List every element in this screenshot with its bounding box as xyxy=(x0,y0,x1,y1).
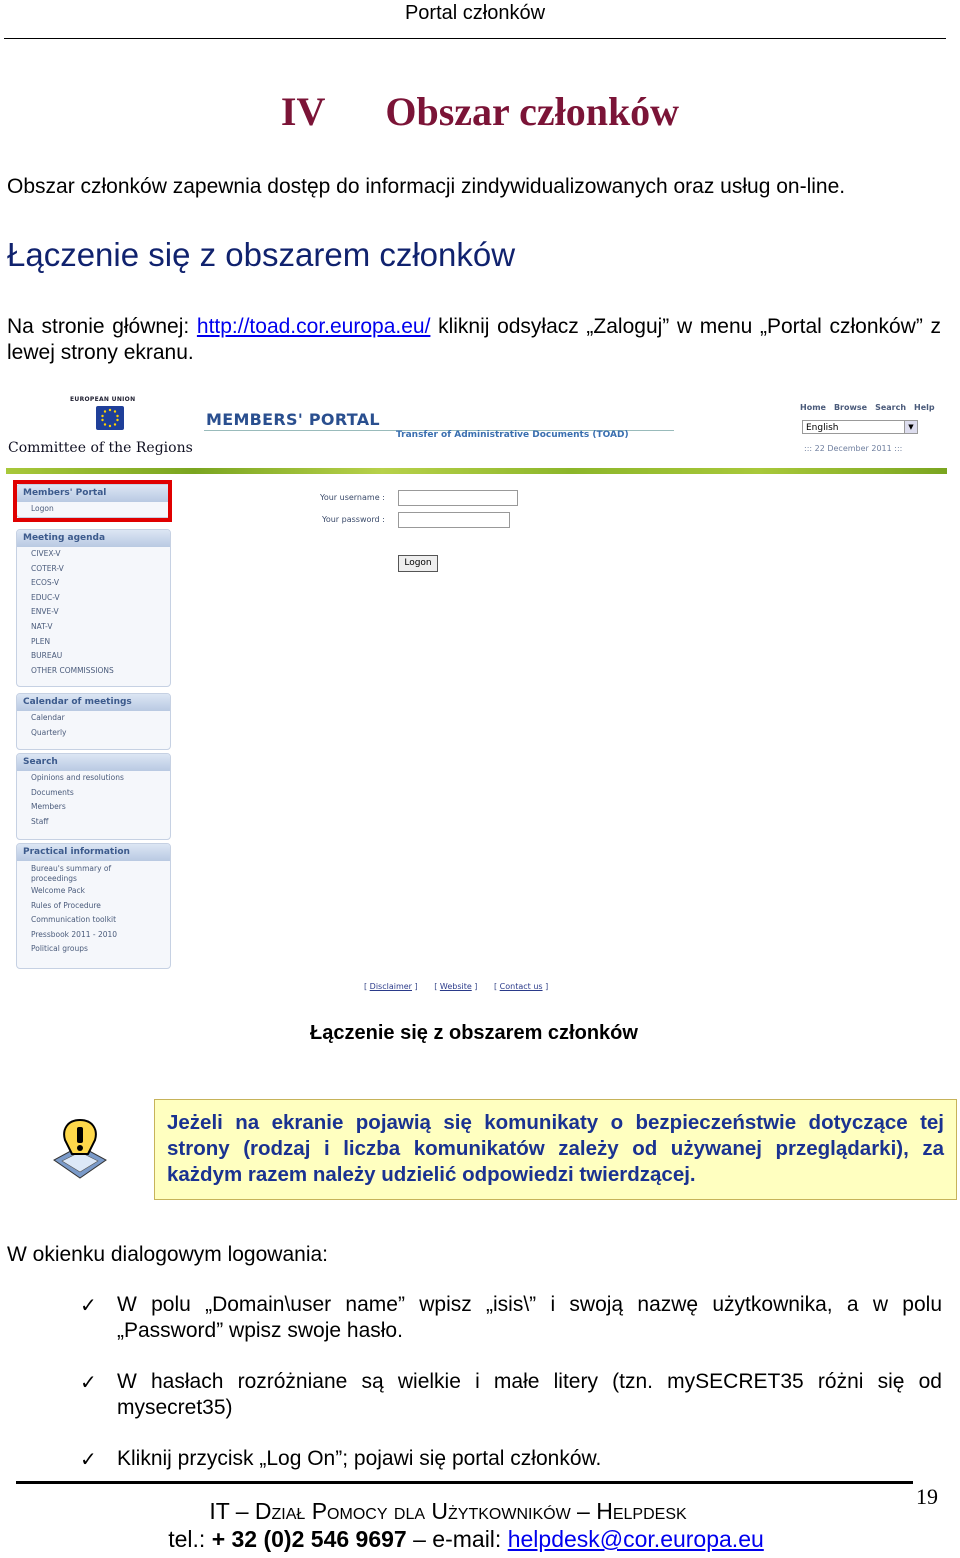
menu-item[interactable]: Quarterly xyxy=(31,727,67,737)
portal-title: MEMBERS' PORTAL xyxy=(206,410,380,429)
menu-item[interactable]: Political groups xyxy=(31,944,88,954)
chapter-heading xyxy=(0,88,960,135)
panel-meeting-agenda xyxy=(16,529,171,687)
nav-help[interactable]: Help xyxy=(914,403,935,412)
panel-title: Search xyxy=(17,754,170,771)
footer-rule xyxy=(16,1481,913,1484)
bullet-item: W polu „Domain\user name” wpisz „isis\” i swoją nazwę użytkownika, a w polu „Password” wpisz swoje hasło. xyxy=(117,1293,942,1342)
green-banner xyxy=(6,468,947,474)
panel-title: Practical information xyxy=(17,844,170,861)
menu-item[interactable]: Pressbook 2011 - 2010 xyxy=(31,929,118,939)
menu-item[interactable]: OTHER COMMISSIONS xyxy=(31,665,114,675)
menu-item[interactable]: Calendar xyxy=(31,713,65,722)
toad-link[interactable]: http://toad.cor.europa.eu/ xyxy=(196,315,431,338)
org-name: Committee of the Regions xyxy=(8,440,193,456)
footer-department: IT – Dział Pomocy dla Użytkowników – Helpdesk xyxy=(209,1498,687,1524)
intro-paragraph: Obszar członków zapewnia dostęp do informacji zindywidualizowanych oraz usług on-line. xyxy=(7,175,846,198)
panel-calendar xyxy=(16,693,171,750)
menu-item[interactable]: Documents xyxy=(31,787,74,797)
current-date: ::: 22 December 2011 ::: xyxy=(804,444,903,453)
panel-title: Meeting agenda xyxy=(17,530,170,547)
language-value: English xyxy=(806,423,839,433)
panel-title: Members' Portal xyxy=(17,485,170,502)
bullet-item: W hasłach rozróżniane są wielkie i małe litery (tzn. mySECRET35 różni się od mysecret35) xyxy=(117,1370,942,1419)
menu-item[interactable]: EDUC-V xyxy=(31,592,60,602)
menu-item[interactable]: COTER-V xyxy=(31,563,64,573)
menu-item[interactable]: Rules of Procedure xyxy=(31,900,101,910)
menu-item[interactable]: ECOS-V xyxy=(31,578,60,588)
panel-title: Calendar of meetings xyxy=(17,694,170,711)
checkmark-icon: ✓ xyxy=(80,1295,97,1317)
password-label: Your password : xyxy=(322,515,385,524)
contact-link[interactable]: Contact us xyxy=(499,982,543,991)
menu-item[interactable]: Bureau's summary of xyxy=(31,864,112,873)
phone-number: + 32 (0)2 546 9697 xyxy=(211,1526,407,1552)
disclaimer-link[interactable]: Disclaimer xyxy=(369,982,412,991)
password-input[interactable] xyxy=(398,512,510,528)
menu-item[interactable]: proceedings xyxy=(31,874,77,883)
menu-item[interactable]: Opinions and resolutions xyxy=(31,773,124,782)
eu-label: EUROPEAN UNION xyxy=(70,396,136,403)
security-note: Jeżeli na ekranie pojawią się komunikaty o bezpieczeństwie dotyczące tej strony (rodzaj i liczba komunikatów zależy od używanej przeglądarki), za każdym razem należy udzielić odpowiedzi twierdzącej. xyxy=(154,1099,957,1200)
panel-practical-information xyxy=(16,843,171,969)
website-link[interactable]: Website xyxy=(439,982,472,991)
phone-prefix: tel.: xyxy=(168,1526,212,1552)
menu-item[interactable]: Members xyxy=(31,802,66,812)
nav-browse[interactable]: Browse xyxy=(833,403,868,412)
instruction-paragraph xyxy=(7,314,941,366)
email-prefix: – e-mail: xyxy=(406,1526,508,1552)
menu-item[interactable]: CIVEX-V xyxy=(31,549,61,558)
username-label: Your username : xyxy=(320,493,385,502)
checkmark-icon: ✓ xyxy=(80,1372,97,1394)
username-input[interactable] xyxy=(398,490,518,506)
menu-item[interactable]: ENVE-V xyxy=(31,607,59,617)
instruction-text-start: Na stronie głównej: xyxy=(7,315,197,338)
bullet-item: Kliknij przycisk „Log On”; pojawi się portal członków. xyxy=(117,1447,602,1470)
chevron-down-icon: ▼ xyxy=(904,421,917,433)
figure-caption: Łączenie się z obszarem członków xyxy=(310,1022,638,1044)
section-heading: Łączenie się z obszarem członków xyxy=(7,236,516,273)
page-number: 19 xyxy=(916,1484,938,1509)
instruction-text-end: kliknij odsyłacz „Zaloguj” w menu „Portal członków” z lewej strony ekranu. xyxy=(7,315,941,364)
top-nav xyxy=(800,403,943,412)
dialog-intro: W okienku dialogowym logowania: xyxy=(7,1243,328,1266)
highlight-box xyxy=(13,480,172,522)
warning-icon xyxy=(52,1116,108,1182)
footer-contact xyxy=(0,1526,932,1553)
menu-item[interactable]: BUREAU xyxy=(31,651,63,661)
running-header: Portal członków xyxy=(404,2,546,24)
menu-item[interactable]: Staff xyxy=(31,816,49,826)
portal-screenshot xyxy=(6,388,947,1008)
nav-search[interactable]: Search xyxy=(875,403,907,412)
panel-search xyxy=(16,753,171,840)
menu-item[interactable]: Communication toolkit xyxy=(31,915,117,925)
portal-subtitle: Transfer of Administrative Documents (TOAD) xyxy=(396,430,629,440)
menu-item[interactable]: Welcome Pack xyxy=(31,886,85,895)
menu-item-logon[interactable]: Logon xyxy=(31,504,54,513)
email-link[interactable]: helpdesk@cor.europa.eu xyxy=(507,1526,764,1552)
nav-home[interactable]: Home xyxy=(800,403,826,412)
language-select[interactable] xyxy=(802,420,918,434)
logon-button[interactable]: Logon xyxy=(398,555,438,572)
chapter-title: Obszar członków xyxy=(385,89,680,134)
eu-flag-icon xyxy=(96,406,124,430)
checkmark-icon: ✓ xyxy=(80,1449,97,1471)
footer-links: [ Disclaimer ] [ Website ] [ Contact us ] xyxy=(364,982,549,991)
menu-item[interactable]: PLEN xyxy=(31,636,51,646)
header-rule xyxy=(4,38,946,39)
chapter-number: IV xyxy=(280,89,326,134)
menu-item[interactable]: NAT-V xyxy=(31,621,53,631)
